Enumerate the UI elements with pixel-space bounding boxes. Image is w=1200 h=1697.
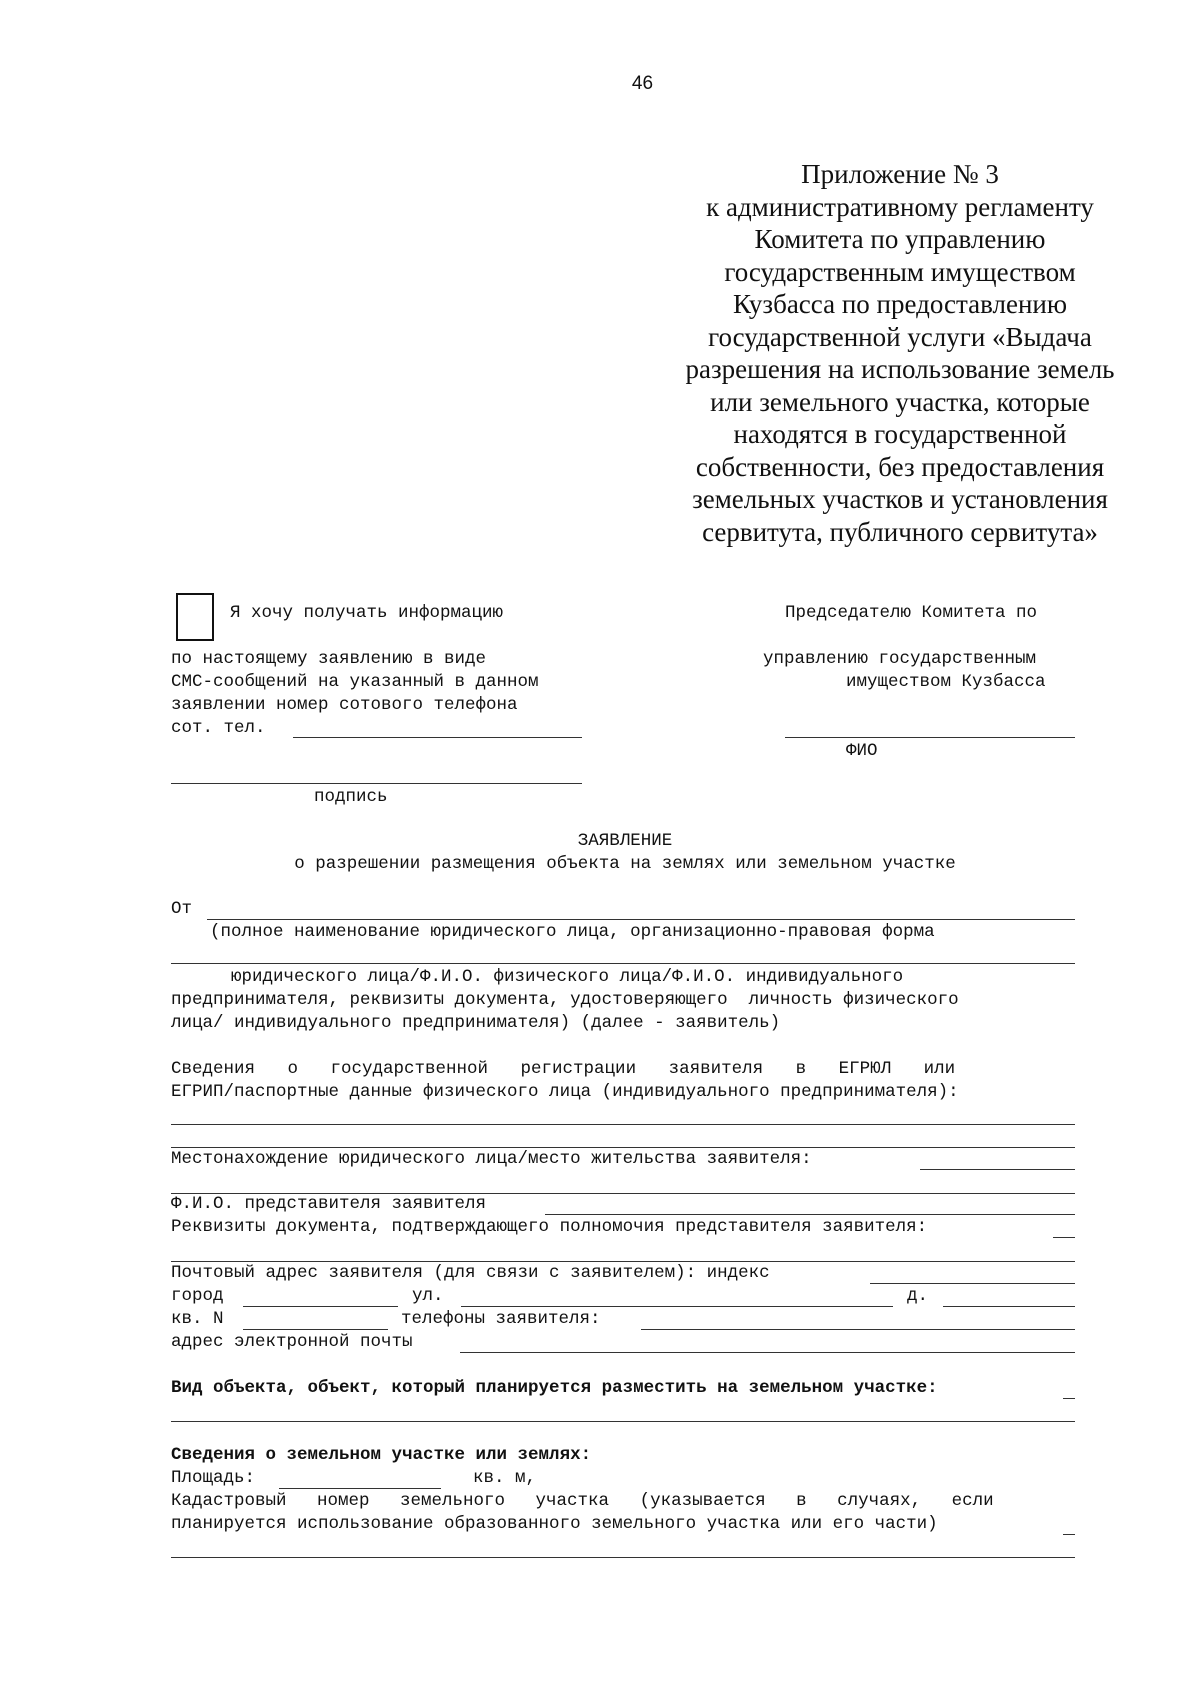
location-label: Местонахождение юридического лица/место жительства заявителя: — [171, 1149, 812, 1169]
house-label: д. — [907, 1286, 929, 1306]
street-input-line[interactable] — [461, 1306, 893, 1307]
appendix-line: сервитута, публичного сервитута» — [702, 516, 1098, 547]
cadastral-input-line[interactable] — [1063, 1534, 1075, 1535]
signature-line[interactable] — [171, 783, 582, 784]
cadastral-input-line-2[interactable] — [171, 1557, 1075, 1558]
recipient-line: имуществом Кузбасса — [846, 672, 1046, 692]
registration-input-line[interactable] — [171, 1124, 1075, 1125]
sms-text-line: по настоящему заявлению в виде — [171, 649, 487, 669]
cadastral-text: Кадастровый номер земельного участка (указывается в случаях, если — [171, 1491, 994, 1511]
appendix-line: государственным имуществом — [724, 256, 1076, 287]
from-hint: (полное наименование юридического лица, организационно-правовая форма — [210, 922, 935, 942]
postal-index-input-line[interactable] — [870, 1283, 1075, 1284]
from-label: От — [171, 899, 193, 919]
appendix-line: к административному регламенту — [706, 191, 1094, 222]
representative-doc-input-line[interactable] — [1053, 1237, 1075, 1238]
fio-label: ФИО — [846, 741, 878, 761]
appendix-line: разрешения на использование земель — [685, 354, 1115, 384]
email-label: адрес электронной почты — [171, 1332, 413, 1352]
house-input-line[interactable] — [943, 1306, 1075, 1307]
from-input-line-2[interactable] — [171, 963, 1075, 964]
street-label: ул. — [412, 1286, 444, 1306]
registration-text: Сведения о государственной регистрации заявителя в ЕГРЮЛ или — [171, 1059, 956, 1079]
page-number: 46 — [631, 73, 654, 94]
hint-line: предпринимателя, реквизиты документа, удостоверяющего личность физического — [171, 990, 959, 1010]
representative-doc-label: Реквизиты документа, подтверждающего полномочия представителя заявителя: — [171, 1217, 928, 1237]
appendix-line: находятся в государственной — [733, 419, 1067, 449]
hint-line: лица/ индивидуального предпринимателя) (далее - заявитель) — [171, 1013, 781, 1033]
sms-consent-checkbox[interactable] — [176, 593, 214, 641]
land-heading: Сведения о земельном участке или землях: — [171, 1445, 592, 1465]
hint-line: юридического лица/Ф.И.О. физического лица/Ф.И.О. индивидуального — [231, 967, 904, 987]
statement-subtitle: о разрешении размещения объекта на землях или земельном участке — [294, 854, 956, 874]
representative-input-line[interactable] — [545, 1214, 1075, 1215]
postal-label: Почтовый адрес заявителя (для связи с заявителем): индекс — [171, 1263, 770, 1283]
apartment-label: кв. N — [171, 1309, 224, 1329]
location-input-line[interactable] — [920, 1169, 1075, 1170]
appendix-line: Приложение № 3 — [801, 159, 999, 189]
appendix-header — [640, 158, 1160, 548]
area-unit: кв. м, — [473, 1468, 537, 1488]
object-input-line-2[interactable] — [171, 1421, 1075, 1422]
appendix-line: Кузбасса по предоставлению — [732, 289, 1068, 319]
recipient-line: Председателю Комитета по — [785, 603, 1038, 623]
phones-label: телефоны заявителя: — [401, 1309, 601, 1329]
appendix-line: государственной услуги «Выдача — [708, 321, 1092, 352]
phone-label: сот. тел. — [171, 718, 266, 738]
object-label: Вид объекта, объект, который планируется разместить на земельном участке: — [171, 1378, 938, 1398]
city-input-line[interactable] — [243, 1306, 398, 1307]
appendix-line: собственности, без предоставления — [695, 451, 1105, 482]
appendix-line: или земельного участка, которые — [710, 386, 1090, 417]
from-input-line[interactable] — [207, 919, 1075, 920]
sms-text-line: заявлении номер сотового телефона — [171, 695, 518, 715]
object-input-line[interactable] — [1063, 1398, 1075, 1399]
signature-label: подпись — [314, 787, 388, 807]
fio-input-line[interactable] — [785, 737, 1075, 738]
email-input-line[interactable] — [460, 1352, 1075, 1353]
apartment-input-line[interactable] — [243, 1329, 388, 1330]
area-input-line[interactable] — [279, 1488, 441, 1489]
phones-input-line[interactable] — [641, 1329, 1075, 1330]
recipient-line: управлению государственным — [763, 649, 1037, 669]
sms-text-line: СМС-сообщений на указанный в данном — [171, 672, 539, 692]
appendix-line: земельных участков и установления — [692, 484, 1108, 514]
checkbox-label: Я хочу получать информацию — [230, 603, 504, 623]
cadastral-text: планируется использование образованного земельного участка или его части) — [171, 1514, 938, 1534]
representative-label: Ф.И.О. представителя заявителя — [171, 1194, 487, 1214]
city-label: город — [171, 1286, 224, 1306]
phone-input-line[interactable] — [293, 737, 582, 738]
area-label: Площадь: — [171, 1468, 256, 1488]
appendix-line: Комитета по управлению — [754, 224, 1046, 254]
registration-text: ЕГРИП/паспортные данные физического лица (индивидуального предпринимателя): — [171, 1082, 959, 1102]
statement-title: ЗАЯВЛЕНИЕ — [577, 831, 673, 851]
